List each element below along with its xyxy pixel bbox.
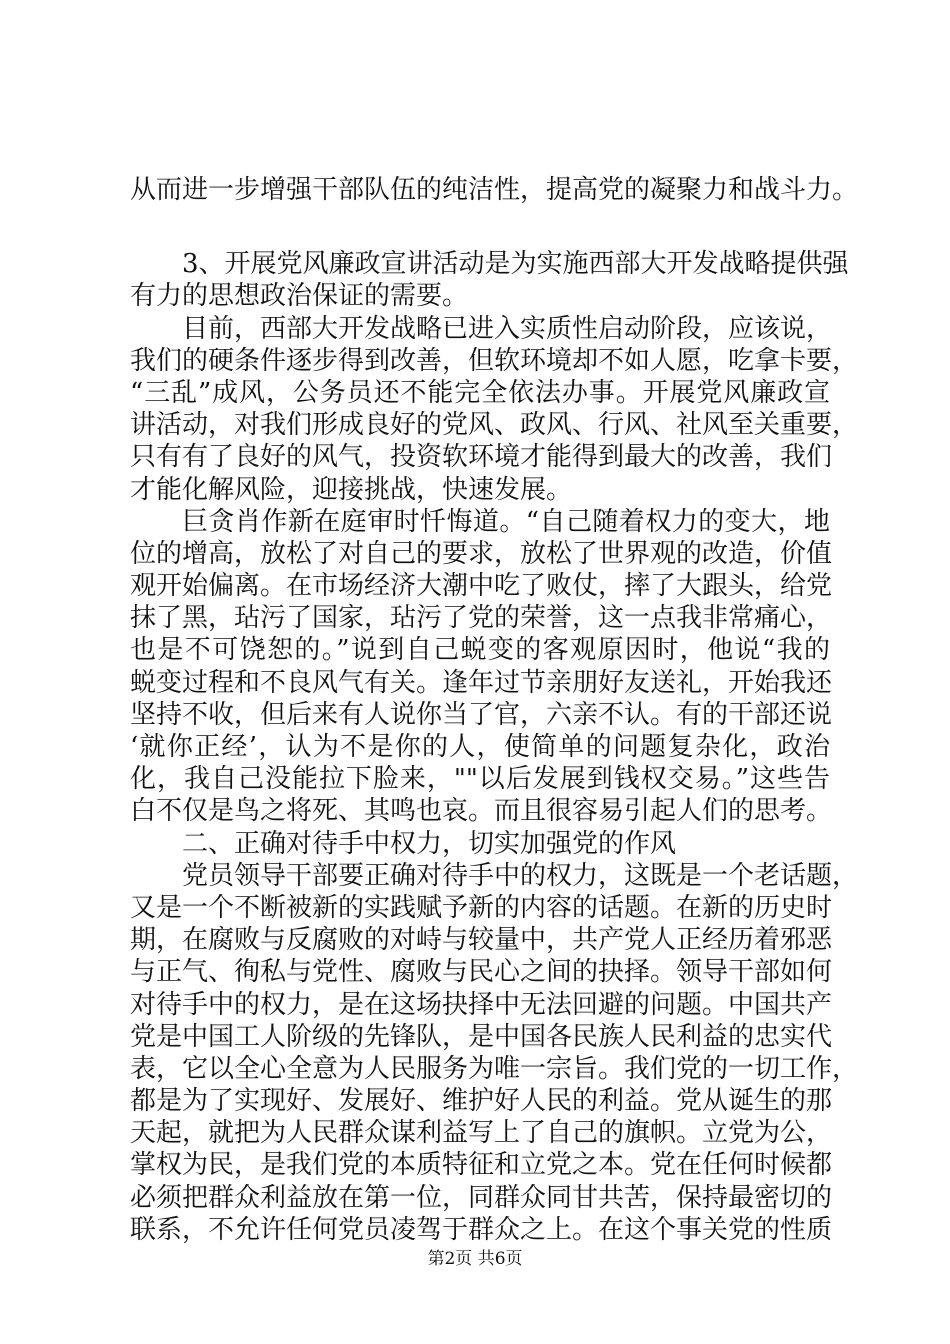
text-line: 也是不可饶恕的。”说到自己蜕变的客观原因时，他说“我的 bbox=[130, 635, 830, 666]
text-line: 讲活动，对我们形成良好的党风、政风、行风、社风至关重要， bbox=[130, 410, 859, 441]
text-line: 表，它以全心全意为人民服务为唯一宗旨。我们党的一切工作， bbox=[130, 1053, 859, 1084]
text-line: 抹了黑，玷污了国家，玷污了党的荣誉，这一点我非常痛心， bbox=[130, 603, 833, 634]
text-line: 党是中国工人阶级的先锋队，是中国各民族人民利益的忠实代 bbox=[130, 1021, 833, 1052]
text-line: 才能化解风险，迎接挑战，快速发展。 bbox=[130, 474, 573, 505]
text-line: 3、开展党风廉政宣讲活动是为实施西部大开发战略提供强 bbox=[182, 249, 849, 280]
text-line: 只有有了良好的风气，投资软环境才能得到最大的改善，我们 bbox=[130, 442, 833, 473]
text-line: 巨贪肖作新在庭审时忏悔道。“自己随着权力的变大，地 bbox=[182, 506, 830, 537]
text-line: 对待手中的权力，是在这场抉择中无法回避的问题。中国共产 bbox=[130, 989, 833, 1020]
text-line: ‘就你正经’，认为不是你的人，使简单的问题复杂化，政治 bbox=[130, 732, 830, 762]
text-line: 化，我自己没能拉下脸来，""以后发展到钱权交易。”这些告 bbox=[130, 764, 830, 795]
paragraph-gap bbox=[130, 206, 830, 248]
text-line: 期，在腐败与反腐败的对峙与较量中，共产党人正经历着邪恶 bbox=[130, 925, 833, 956]
text-line: 掌权为民，是我们党的本质特征和立党之本。党在任何时候都 bbox=[130, 1150, 833, 1181]
text-line: 联系，不允许任何党员凌驾于群众之上。在这个事关党的性质 bbox=[130, 1214, 833, 1245]
text-line: 天起，就把为人民群众谋利益写上了自己的旗帜。立党为公， bbox=[130, 1118, 833, 1149]
text-line: 目前，西部大开发战略已进入实质性启动阶段，应该说， bbox=[182, 313, 833, 344]
section-heading: 二、正确对待手中权力，切实加强党的作风 bbox=[182, 828, 677, 859]
text-line: 与正气、徇私与党性、腐败与民心之间的抉择。领导干部如何 bbox=[130, 957, 833, 988]
page-number-footer: 第2页 共6页 bbox=[427, 1249, 523, 1269]
text-line: 都是为了实现好、发展好、维护好人民的利益。党从诞生的那 bbox=[130, 1086, 833, 1117]
text-line: 有力的思想政治保证的需要。 bbox=[130, 281, 469, 312]
text-line: 又是一个不断被新的实践赋予新的内容的话题。在新的历史时 bbox=[130, 892, 833, 923]
text-line: “三乱”成风，公务员还不能完全依法办事。开展党风廉政宣 bbox=[130, 377, 830, 408]
text-line: 位的增高，放松了对自己的要求，放松了世界观的改造，价值 bbox=[130, 538, 833, 569]
text-line: 坚持不收，但后来有人说你当了官，六亲不认。有的干部还说 bbox=[130, 699, 833, 730]
text-line: 蜕变过程和不良风气有关。逢年过节亲朋好友送礼，开始我还 bbox=[130, 667, 833, 698]
document-body bbox=[130, 174, 859, 1246]
text-line: 党员领导干部要正确对待手中的权力，这既是一个老话题， bbox=[182, 860, 859, 891]
text-line: 我们的硬条件逐步得到改善，但软环境却不如人愿，吃拿卡要， bbox=[130, 345, 859, 376]
text-line: 必须把群众利益放在第一位，同群众同甘共苦，保持最密切的 bbox=[130, 1182, 833, 1213]
text-line: 观开始偏离。在市场经济大潮中吃了败仗，摔了大跟头，给党 bbox=[130, 571, 833, 602]
text-line: 从而进一步增强干部队伍的纯洁性，提高党的凝聚力和战斗力。 bbox=[130, 175, 859, 205]
text-line: 白不仅是鸟之将死、其鸣也哀。而且很容易引起人们的思考。 bbox=[130, 796, 833, 827]
